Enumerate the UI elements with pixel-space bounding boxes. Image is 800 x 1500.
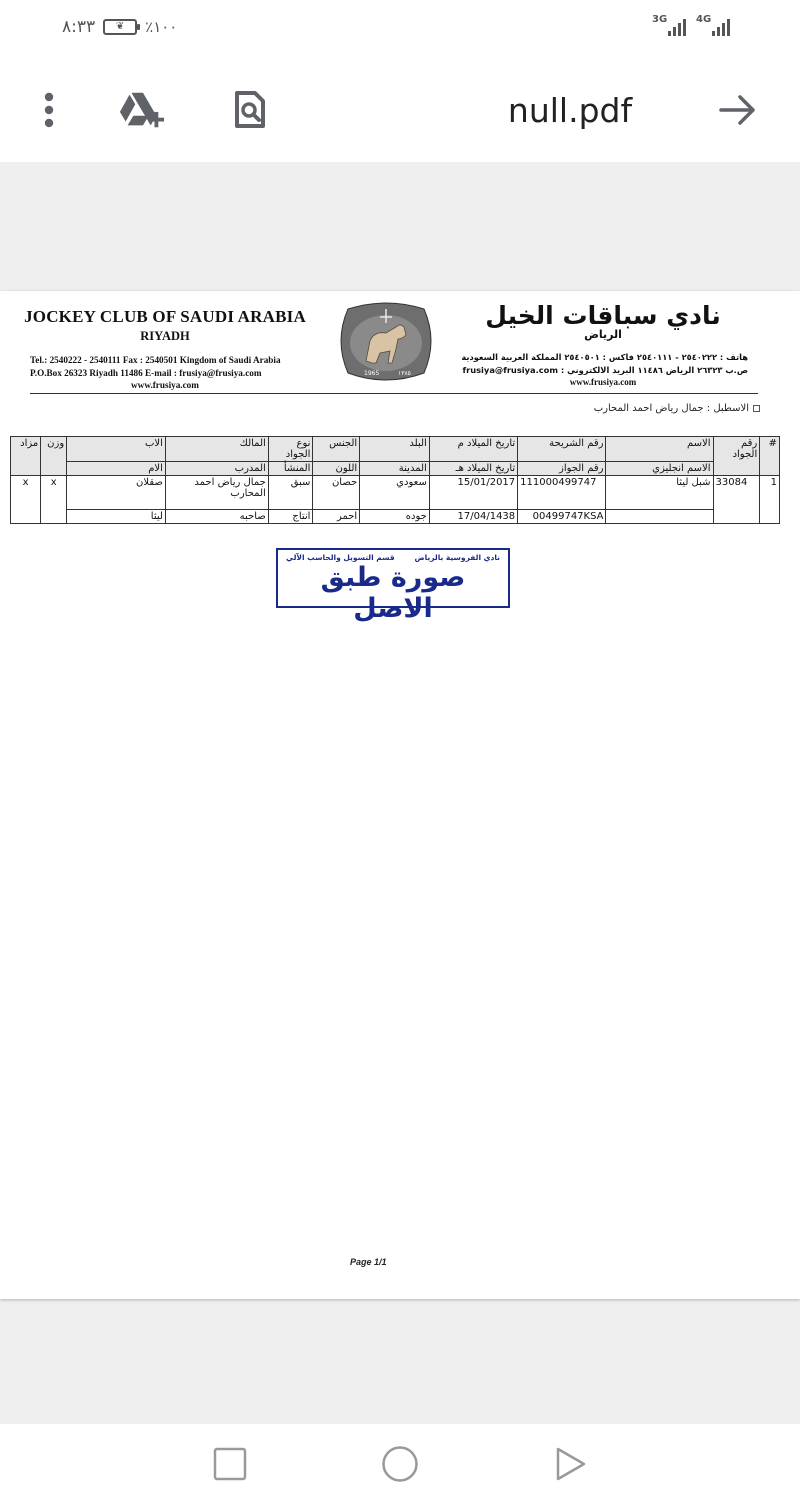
cell-horse-number: 33084 xyxy=(713,476,760,524)
header-type: نوع الجواد xyxy=(268,437,313,462)
back-triangle-icon[interactable] xyxy=(550,1444,590,1484)
stamp-right-text: نادي الفروسية بالرياض xyxy=(414,553,500,562)
drive-add-icon[interactable] xyxy=(118,86,166,134)
more-vert-icon[interactable] xyxy=(25,86,73,134)
cell-index: 1 xyxy=(760,476,780,524)
table-header-row-2 xyxy=(11,462,780,476)
recents-square-icon[interactable] xyxy=(210,1444,250,1484)
signal-4g-icon: 4G xyxy=(696,14,730,36)
pdf-viewer[interactable] xyxy=(0,162,800,1424)
forward-arrow-icon[interactable] xyxy=(714,86,762,134)
status-left xyxy=(62,16,177,38)
clock: ٨:٣٣ xyxy=(62,17,96,37)
cell-birth-g: 15/01/2017 xyxy=(429,476,517,510)
table-row xyxy=(11,476,780,510)
club-logo xyxy=(334,301,438,383)
cell-country: سعودي xyxy=(360,476,430,510)
cell-birth-h: 17/04/1438 xyxy=(429,510,517,524)
header-city: المدينة xyxy=(360,462,430,476)
cell-city: جوده xyxy=(360,510,430,524)
cell-english-name xyxy=(606,510,713,524)
cell-chip: 111000499747 xyxy=(518,476,606,510)
letterhead-divider xyxy=(30,393,758,394)
cell-weight: x xyxy=(41,476,67,524)
stamp-main-text: صورة طبق الاصل xyxy=(320,562,466,624)
table-row xyxy=(11,510,780,524)
header-country: البلد xyxy=(360,437,430,462)
contact-ar: هاتف : ٢٥٤٠٢٢٢ - ٢٥٤٠١١١ فاكس : ٢٥٤٠٥٠١ المملكة العربية السعودية xyxy=(461,352,748,362)
cell-sire: صقلان xyxy=(67,476,166,510)
website-en: www.frusiya.com xyxy=(131,380,199,390)
pdf-page xyxy=(0,291,800,1299)
cell-trainer: صاحبه xyxy=(165,510,268,524)
header-weight: وزن xyxy=(41,437,67,476)
contact-en: Tel.: 2540222 - 2540111 Fax : 2540501 Kingdom of Saudi Arabia xyxy=(30,355,281,365)
battery-percent: ٪١٠٠ xyxy=(145,18,178,36)
header-index: # xyxy=(760,437,780,476)
header-auction: مزاد xyxy=(11,437,41,476)
status-bar xyxy=(0,0,800,56)
horses-table xyxy=(10,436,780,524)
website-ar: www.frusiya.com xyxy=(569,377,637,387)
header-trainer: المدرب xyxy=(165,462,268,476)
address-en: P.O.Box 26323 Riyadh 11486 E-mail : frusiya@frusiya.com xyxy=(30,368,262,378)
table-header-row xyxy=(11,437,780,462)
stamp-left-text: قسم التسويل والحاسب الآلي xyxy=(286,553,395,562)
header-birth-g: تاريخ الميلاد م xyxy=(429,437,517,462)
cell-name: شبل ليثا xyxy=(606,476,713,510)
logo-year-left: 1965 xyxy=(364,370,380,377)
document-title: null.pdf xyxy=(507,90,633,130)
cell-owner: جمال رياض احمد المحارب xyxy=(165,476,268,510)
letterhead-arabic xyxy=(458,301,748,387)
logo-year-right: ١٣٨٥ xyxy=(398,370,411,377)
header-origin: المنشأ xyxy=(268,462,313,476)
header-color: اللون xyxy=(313,462,360,476)
header-english-name: الاسم انجليزي xyxy=(606,462,713,476)
signal-indicators xyxy=(652,14,730,36)
home-circle-icon[interactable] xyxy=(380,1444,420,1484)
cell-color: احمر xyxy=(313,510,360,524)
cell-type: سبق xyxy=(268,476,313,510)
address-ar: ص.ب ٢٦٣٢٣ الرياض ١١٤٨٦ البريد الالكتروني : frusiya@frusiya.com xyxy=(462,365,748,375)
letterhead-english xyxy=(20,307,310,390)
cell-origin: انتاج xyxy=(268,510,313,524)
checkbox-square-icon xyxy=(753,405,760,412)
system-navbar xyxy=(0,1424,800,1500)
certified-copy-stamp xyxy=(276,548,510,624)
header-owner: المالك xyxy=(165,437,268,462)
page-number: Page 1/1 xyxy=(350,1257,387,1267)
battery-icon: ❦ xyxy=(103,19,137,35)
stable-owner: الاسطبل : جمال رياض احمد المحارب xyxy=(593,403,749,414)
cell-auction: x xyxy=(11,476,41,524)
find-in-page-icon[interactable] xyxy=(225,86,273,134)
header-birth-h: تاريخ الميلاد هـ xyxy=(429,462,517,476)
club-city-ar: الرياض xyxy=(584,328,622,341)
club-name-en: JOCKEY CLUB OF SAUDI ARABIA xyxy=(24,307,306,326)
header-dam: الام xyxy=(67,462,166,476)
cell-passport: 00499747KSA xyxy=(518,510,606,524)
stable-line xyxy=(594,403,760,414)
club-name-ar: نادي سباقات الخيل xyxy=(485,301,721,330)
cell-dam: ليثا xyxy=(67,510,166,524)
header-name: الاسم xyxy=(606,437,713,462)
header-sire: الاب xyxy=(67,437,166,462)
viewer-toolbar xyxy=(0,56,800,163)
header-horse-number: رقم الجواد xyxy=(713,437,760,476)
signal-3g-icon: 3G xyxy=(652,14,686,36)
club-city-en: RIYADH xyxy=(140,329,190,343)
cell-gender: حصان xyxy=(313,476,360,510)
header-gender: الجنس xyxy=(313,437,360,462)
header-chip: رقم الشريحة xyxy=(518,437,606,462)
header-passport: رقم الجواز xyxy=(518,462,606,476)
